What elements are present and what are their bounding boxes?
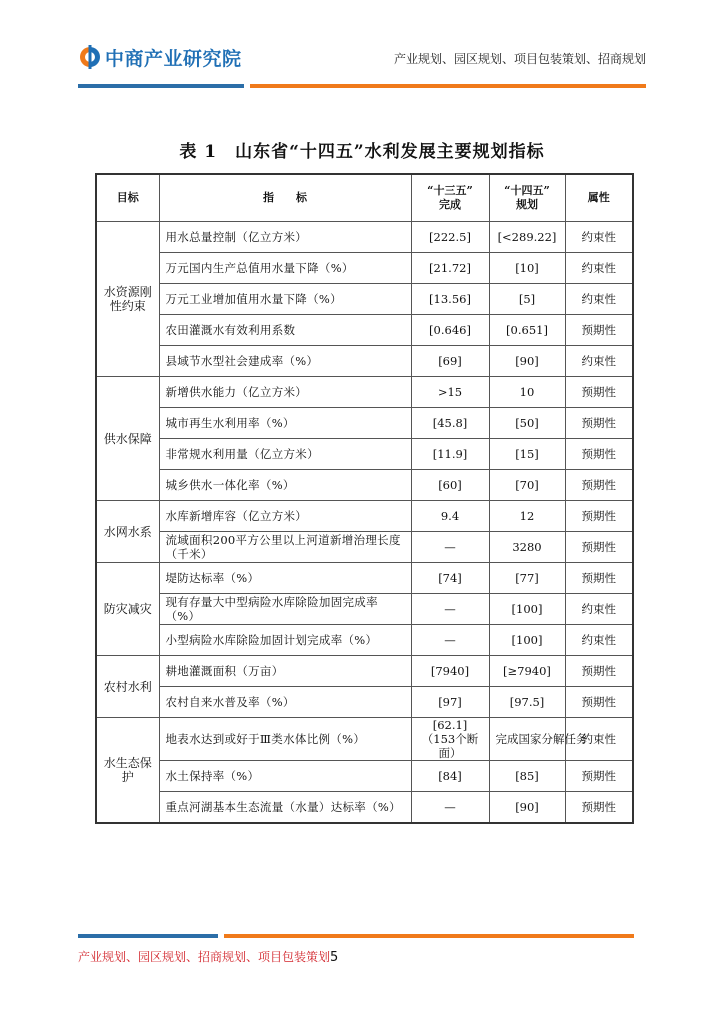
header-divider-blue	[78, 84, 244, 88]
footer-text: 产业规划、园区规划、招商规划、项目包装策划	[78, 950, 331, 964]
attribute-cell: 预期性	[565, 315, 633, 346]
header-attribute: 属性	[565, 174, 633, 222]
attribute-cell: 约束性	[565, 625, 633, 656]
value-13th-cell: [222.5]	[411, 222, 489, 253]
value-14th-cell: [0.651]	[489, 315, 565, 346]
value-13th-cell: [0.646]	[411, 315, 489, 346]
indicator-cell: 万元国内生产总值用水量下降（%）	[159, 253, 411, 284]
value-13th-cell: [62.1]（153个断面）	[411, 718, 489, 761]
table-row	[96, 439, 633, 470]
table-row	[96, 377, 633, 408]
value-13th-cell: —	[411, 792, 489, 824]
table-row	[96, 563, 633, 594]
value-14th-cell: 10	[489, 377, 565, 408]
header-14th-line2: 规划	[516, 198, 538, 211]
footer-divider-blue	[78, 934, 218, 938]
table-row	[96, 346, 633, 377]
indicator-cell: 堤防达标率（%）	[159, 563, 411, 594]
attribute-cell: 预期性	[565, 439, 633, 470]
attribute-cell: 约束性	[565, 222, 633, 253]
table-row	[96, 470, 633, 501]
table-body	[96, 222, 633, 824]
attribute-cell: 预期性	[565, 563, 633, 594]
goal-cell: 农村水利	[96, 656, 159, 718]
logo-icon	[78, 45, 102, 69]
indicator-cell: 城乡供水一体化率（%）	[159, 470, 411, 501]
value-14th-cell: [97.5]	[489, 687, 565, 718]
table-row	[96, 284, 633, 315]
value-14th-cell: 12	[489, 501, 565, 532]
attribute-cell: 约束性	[565, 718, 633, 761]
table-row	[96, 687, 633, 718]
value-13th-cell: [21.72]	[411, 253, 489, 284]
indicator-cell: 耕地灌溉面积（万亩）	[159, 656, 411, 687]
value-13th-cell: —	[411, 594, 489, 625]
value-14th-cell: [90]	[489, 792, 565, 824]
table-row	[96, 656, 633, 687]
goal-cell: 水网水系	[96, 501, 159, 563]
attribute-cell: 预期性	[565, 687, 633, 718]
value-13th-cell: [13.56]	[411, 284, 489, 315]
value-14th-cell: [5]	[489, 284, 565, 315]
value-13th-cell: [84]	[411, 761, 489, 792]
indicator-cell: 非常规水利用量（亿立方米）	[159, 439, 411, 470]
value-13th-cell: [97]	[411, 687, 489, 718]
table-row	[96, 625, 633, 656]
indicator-cell: 现有存量大中型病险水库除险加固完成率（%）	[159, 594, 411, 625]
value-13th-cell: —	[411, 532, 489, 563]
value-14th-cell: [90]	[489, 346, 565, 377]
footer-divider-orange	[224, 934, 634, 938]
value-13th-cell: [7940]	[411, 656, 489, 687]
brand-logo	[78, 44, 242, 70]
value-13th-cell: 9.4	[411, 501, 489, 532]
goal-cell: 水资源刚性约束	[96, 222, 159, 377]
value-13th-cell: [69]	[411, 346, 489, 377]
indicator-cell: 农村自来水普及率（%）	[159, 687, 411, 718]
value-13th-cell: —	[411, 625, 489, 656]
attribute-cell: 预期性	[565, 377, 633, 408]
attribute-cell: 预期性	[565, 501, 633, 532]
header-goal: 目标	[96, 174, 159, 222]
attribute-cell: 约束性	[565, 253, 633, 284]
indicator-cell: 小型病险水库除险加固计划完成率（%）	[159, 625, 411, 656]
attribute-cell: 约束性	[565, 594, 633, 625]
value-14th-cell: [<289.22]	[489, 222, 565, 253]
value-14th-cell: [85]	[489, 761, 565, 792]
value-14th-cell: [100]	[489, 594, 565, 625]
table-title: 表 1 山东省“十四五”水利发展主要规划指标	[179, 142, 545, 162]
indicator-cell: 地表水达到或好于Ⅲ类水体比例（%）	[159, 718, 411, 761]
value-14th-cell: [77]	[489, 563, 565, 594]
header-14th-plan	[489, 174, 565, 222]
indicator-cell: 新增供水能力（亿立方米）	[159, 377, 411, 408]
header-13th-line1: “十三五”	[427, 184, 473, 197]
table-row	[96, 594, 633, 625]
value-14th-cell: [10]	[489, 253, 565, 284]
indicator-cell: 万元工业增加值用水量下降（%）	[159, 284, 411, 315]
header-13th-plan	[411, 174, 489, 222]
value-14th-cell: 完成国家分解任务	[489, 718, 565, 761]
value-14th-cell: [≥7940]	[489, 656, 565, 687]
indicator-cell: 水土保持率（%）	[159, 761, 411, 792]
table-row	[96, 792, 633, 824]
indicator-cell: 重点河湖基本生态流量（水量）达标率（%）	[159, 792, 411, 824]
header-14th-line1: “十四五”	[504, 184, 550, 197]
table-row	[96, 501, 633, 532]
value-14th-cell: [70]	[489, 470, 565, 501]
attribute-cell: 预期性	[565, 656, 633, 687]
indicator-cell: 水库新增库容（亿立方米）	[159, 501, 411, 532]
footer	[78, 948, 338, 965]
table-row	[96, 222, 633, 253]
header-divider-orange	[250, 84, 646, 88]
attribute-cell: 预期性	[565, 408, 633, 439]
indicator-cell: 农田灌溉水有效利用系数	[159, 315, 411, 346]
value-14th-cell: 3280	[489, 532, 565, 563]
indicator-cell: 用水总量控制（亿立方米）	[159, 222, 411, 253]
indicator-cell: 流域面积200平方公里以上河道新增治理长度（千米）	[159, 532, 411, 563]
header-tagline: 产业规划、园区规划、项目包装策划、招商规划	[393, 52, 646, 66]
goal-cell: 供水保障	[96, 377, 159, 501]
brand-name: 中商产业研究院	[105, 47, 242, 70]
header-13th-line2: 完成	[439, 198, 461, 211]
attribute-cell: 预期性	[565, 532, 633, 563]
attribute-cell: 预期性	[565, 470, 633, 501]
goal-cell: 防灾减灾	[96, 563, 159, 656]
indicator-cell: 县域节水型社会建成率（%）	[159, 346, 411, 377]
indicator-table	[95, 173, 634, 824]
indicator-cell: 城市再生水利用率（%）	[159, 408, 411, 439]
goal-cell: 水生态保护	[96, 718, 159, 824]
table-row	[96, 532, 633, 563]
value-13th-cell: [60]	[411, 470, 489, 501]
table-row	[96, 408, 633, 439]
value-14th-cell: [100]	[489, 625, 565, 656]
value-14th-cell: [50]	[489, 408, 565, 439]
value-13th-cell: [74]	[411, 563, 489, 594]
table-row	[96, 761, 633, 792]
header-indicator: 指 标	[159, 174, 411, 222]
page-number: 5	[330, 950, 339, 965]
table-row	[96, 718, 633, 761]
attribute-cell: 预期性	[565, 761, 633, 792]
table-row	[96, 253, 633, 284]
table-row	[96, 315, 633, 346]
attribute-cell: 约束性	[565, 284, 633, 315]
value-14th-cell: [15]	[489, 439, 565, 470]
value-13th-cell: [11.9]	[411, 439, 489, 470]
table-header-row	[96, 174, 633, 222]
value-13th-cell: >15	[411, 377, 489, 408]
value-13th-cell: [45.8]	[411, 408, 489, 439]
attribute-cell: 预期性	[565, 792, 633, 824]
attribute-cell: 约束性	[565, 346, 633, 377]
